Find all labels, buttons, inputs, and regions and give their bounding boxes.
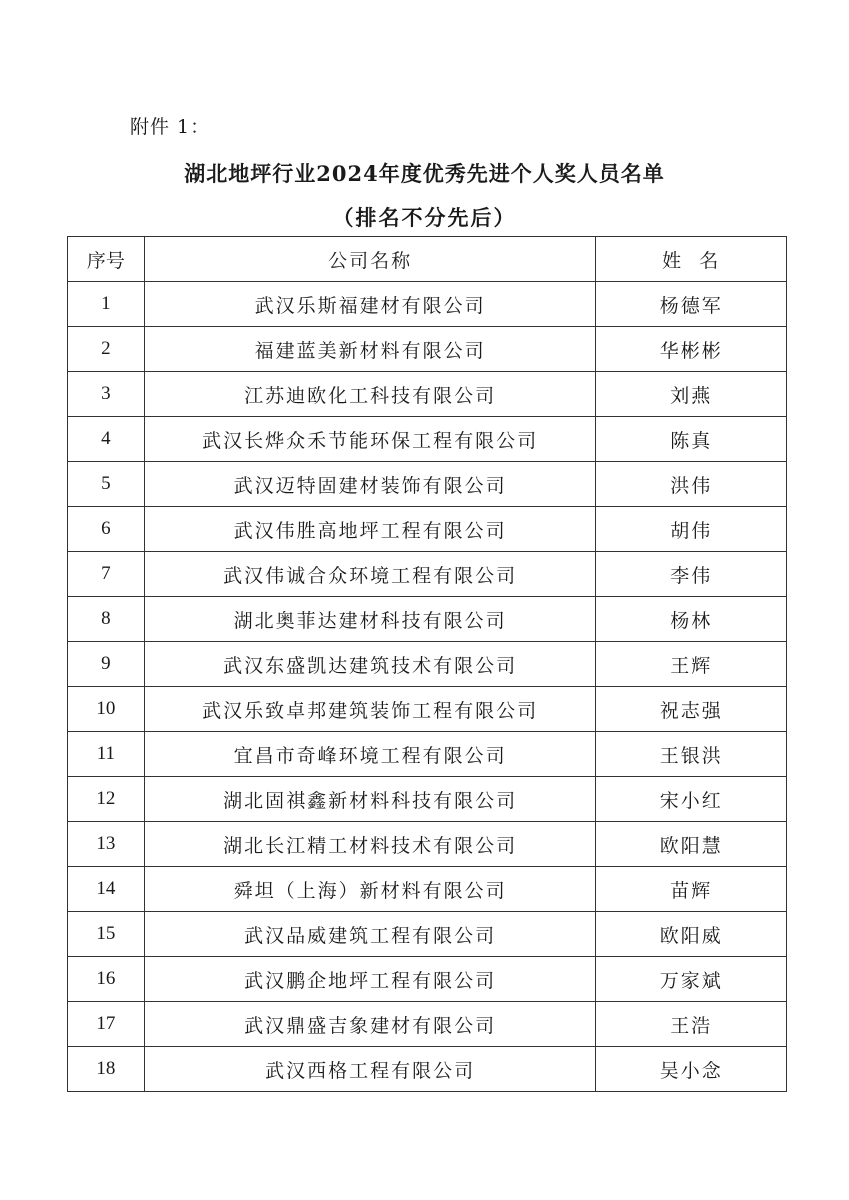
cell-company: 武汉品威建筑工程有限公司 (144, 912, 596, 957)
cell-no: 17 (68, 1002, 145, 1047)
cell-company: 湖北奥菲达建材科技有限公司 (144, 597, 596, 642)
cell-company: 江苏迪欧化工科技有限公司 (144, 372, 596, 417)
table-row (68, 912, 787, 957)
cell-name: 杨德军 (596, 282, 787, 327)
table-row (68, 327, 787, 372)
cell-no: 9 (68, 642, 145, 687)
cell-no: 14 (68, 867, 145, 912)
cell-no: 3 (68, 372, 145, 417)
header-company: 公司名称 (144, 237, 596, 282)
cell-name: 杨林 (596, 597, 787, 642)
cell-name: 洪伟 (596, 462, 787, 507)
cell-no: 1 (68, 282, 145, 327)
cell-name: 王浩 (596, 1002, 787, 1047)
cell-company: 武汉长烨众禾节能环保工程有限公司 (144, 417, 596, 462)
cell-name: 刘燕 (596, 372, 787, 417)
cell-no: 15 (68, 912, 145, 957)
cell-no: 4 (68, 417, 145, 462)
header-name: 姓 名 (596, 237, 787, 282)
table-row (68, 462, 787, 507)
cell-company: 舜坦（上海）新材料有限公司 (144, 867, 596, 912)
cell-no: 7 (68, 552, 145, 597)
cell-no: 6 (68, 507, 145, 552)
document-subtitle: （排名不分先后） (332, 205, 517, 230)
cell-company: 武汉鹏企地坪工程有限公司 (144, 957, 596, 1002)
table-row (68, 1047, 787, 1092)
cell-name: 苗辉 (596, 867, 787, 912)
table-row (68, 642, 787, 687)
cell-no: 8 (68, 597, 145, 642)
table-row (68, 552, 787, 597)
cell-name: 王辉 (596, 642, 787, 687)
attachment-label: 附件 1： (130, 116, 211, 138)
cell-name: 祝志强 (596, 687, 787, 732)
cell-name: 宋小红 (596, 777, 787, 822)
cell-company: 武汉乐斯福建材有限公司 (144, 282, 596, 327)
cell-company: 武汉东盛凯达建筑技术有限公司 (144, 642, 596, 687)
cell-company: 武汉伟胜高地坪工程有限公司 (144, 507, 596, 552)
cell-name: 欧阳威 (596, 912, 787, 957)
cell-name: 吴小念 (596, 1047, 787, 1092)
header-no: 序号 (68, 237, 145, 282)
cell-name: 万家斌 (596, 957, 787, 1002)
cell-company: 福建蓝美新材料有限公司 (144, 327, 596, 372)
table-row (68, 687, 787, 732)
cell-no: 2 (68, 327, 145, 372)
cell-company: 武汉伟诚合众环境工程有限公司 (144, 552, 596, 597)
cell-no: 5 (68, 462, 145, 507)
table-row (68, 822, 787, 867)
cell-name: 欧阳慧 (596, 822, 787, 867)
cell-company: 武汉鼎盛吉象建材有限公司 (144, 1002, 596, 1047)
table-row (68, 1002, 787, 1047)
table-row (68, 957, 787, 1002)
cell-company: 宜昌市奇峰环境工程有限公司 (144, 732, 596, 777)
cell-name: 王银洪 (596, 732, 787, 777)
cell-no: 18 (68, 1047, 145, 1092)
cell-company: 武汉乐致卓邦建筑装饰工程有限公司 (144, 687, 596, 732)
awardee-table (67, 236, 787, 1092)
table-row (68, 867, 787, 912)
document-title: 湖北地坪行业2024年度优秀先进个人奖人员名单 (184, 161, 665, 186)
cell-company: 武汉迈特固建材装饰有限公司 (144, 462, 596, 507)
cell-name: 陈真 (596, 417, 787, 462)
table-row (68, 507, 787, 552)
cell-no: 11 (68, 732, 145, 777)
cell-company: 湖北长江精工材料技术有限公司 (144, 822, 596, 867)
cell-name: 华彬彬 (596, 327, 787, 372)
cell-no: 16 (68, 957, 145, 1002)
table-row (68, 417, 787, 462)
table-body (68, 282, 787, 1092)
cell-no: 13 (68, 822, 145, 867)
cell-company: 武汉西格工程有限公司 (144, 1047, 596, 1092)
cell-company: 湖北固祺鑫新材料科技有限公司 (144, 777, 596, 822)
cell-name: 胡伟 (596, 507, 787, 552)
table-row (68, 282, 787, 327)
table-row (68, 732, 787, 777)
table-row (68, 597, 787, 642)
table-header-row (68, 237, 787, 282)
cell-name: 李伟 (596, 552, 787, 597)
table-row (68, 777, 787, 822)
cell-no: 10 (68, 687, 145, 732)
table-row (68, 372, 787, 417)
cell-no: 12 (68, 777, 145, 822)
